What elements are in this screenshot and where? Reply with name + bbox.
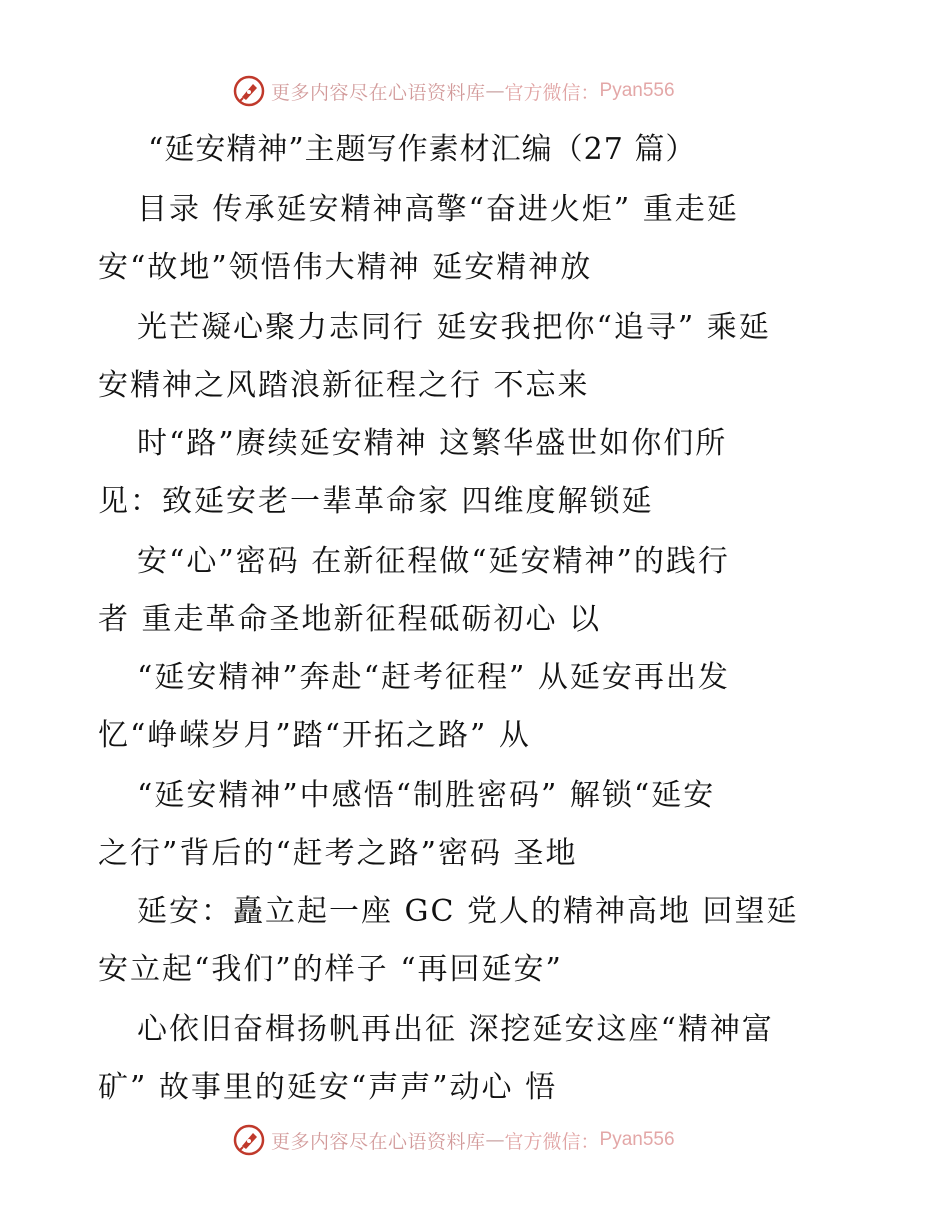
header-wechat-label: 官方微信： — [504, 81, 600, 104]
body-line-1: 目录 传承延安精神高擎“奋进火炬” 重走延 — [137, 192, 739, 227]
body-line-9: “延安精神”奔赴“赶考征程” 从延安再出发 — [137, 660, 730, 695]
body-line-12: 之行”背后的“赶考之路”密码 圣地 — [98, 836, 578, 871]
pen-nib-logo-icon — [233, 1124, 265, 1156]
body-line-4: 安精神之风踏浪新征程之行 不忘来 — [98, 368, 590, 403]
footer-wechat-label: 官方微信： — [504, 1130, 600, 1153]
document-title: “延安精神”主题写作素材汇编（27 篇） — [148, 132, 697, 167]
body-line-10: 忆“峥嵘岁月”踏“开拓之路” 从 — [98, 718, 531, 753]
body-line-11: “延安精神”中感悟“制胜密码” 解锁“延安 — [137, 778, 716, 813]
body-line-14: 安立起“我们”的样子 “再回延安” — [98, 952, 563, 987]
body-line-2: 安“故地”领悟伟大精神 延安精神放 — [98, 250, 593, 285]
footer-site-text: 更多内容尽在心语资料库 — [271, 1130, 486, 1153]
body-line-5: 时“路”赓续延安精神 这繁华盛世如你们所 — [137, 426, 728, 461]
body-line-16: 矿” 故事里的延安“声声”动心 悟 — [98, 1070, 558, 1105]
body-line-7: 安“心”密码 在新征程做“延安精神”的践行 — [137, 544, 730, 579]
body-line-6: 见：致延安老一辈革命家 四维度解锁延 — [98, 484, 654, 519]
pen-nib-logo-icon — [233, 75, 265, 107]
header-banner — [233, 74, 675, 108]
header-separator: — — [485, 80, 505, 102]
footer-separator: — — [485, 1129, 505, 1151]
header-wechat-id: Pyan556 — [599, 80, 675, 101]
body-line-3: 光芒凝心聚力志同行 延安我把你“追寻” 乘延 — [137, 310, 771, 345]
body-line-15: 心依旧奋楫扬帆再出征 深挖延安这座“精神富 — [137, 1012, 774, 1047]
footer-banner — [233, 1123, 675, 1157]
body-line-8: 者 重走革命圣地新征程砥砺初心 以 — [98, 602, 602, 637]
header-site-text: 更多内容尽在心语资料库 — [271, 81, 486, 104]
footer-wechat-id: Pyan556 — [599, 1129, 675, 1150]
body-line-13: 延安：矗立起一座 GC 党人的精神高地 回望延 — [137, 894, 799, 929]
